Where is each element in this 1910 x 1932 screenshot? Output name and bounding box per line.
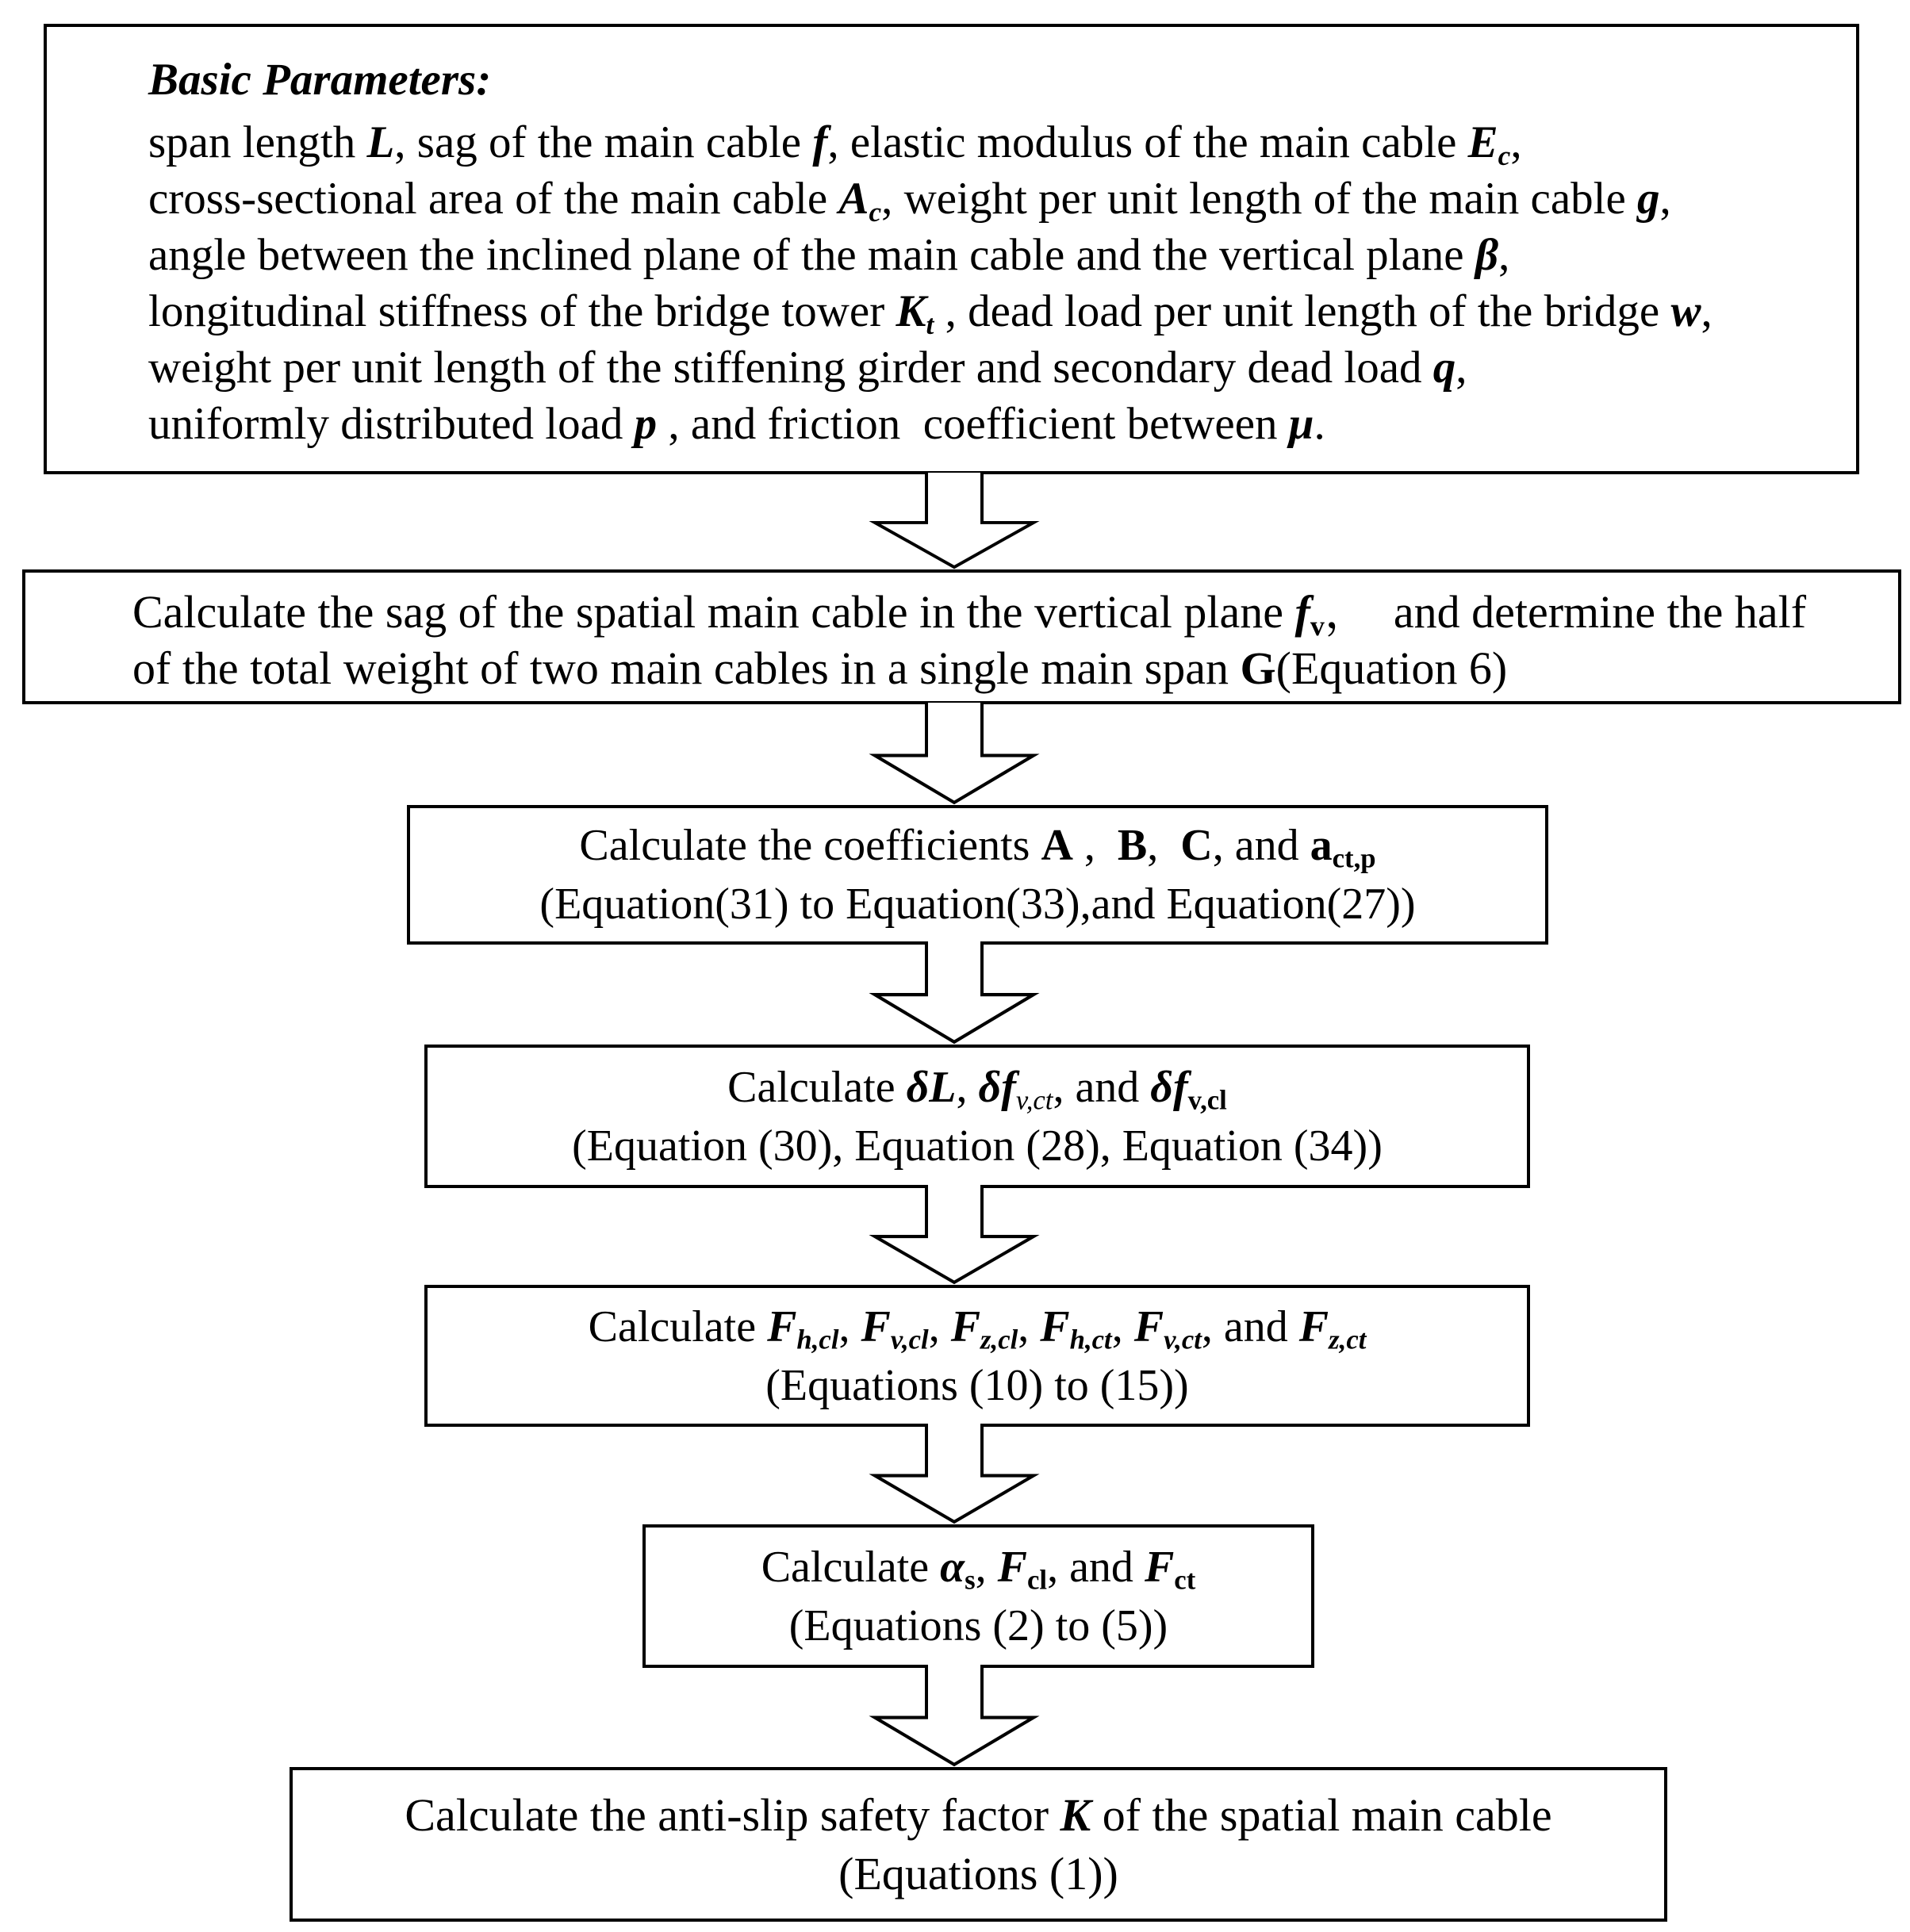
down-arrow-icon (867, 1185, 1041, 1285)
text-segment: Calculate the sag of the spatial main cable in the vertical plane (132, 586, 1295, 638)
text-segment: ， and determine the half (1324, 586, 1807, 638)
text-segment: of the total weight of two main cables in a single main span (132, 642, 1241, 694)
text-segment: , (1510, 117, 1522, 167)
text-segment: δf (978, 1062, 1016, 1112)
subscript-text: v,ct (1015, 1084, 1053, 1116)
text-segment: G (1240, 642, 1276, 694)
subscript-text: c (869, 196, 882, 228)
text-segment: , (838, 1301, 861, 1351)
text-segment: cross-sectional area of the main cable (148, 174, 839, 224)
text-segment: δL (906, 1062, 957, 1112)
text-segment: , and friction coefficient between (668, 399, 1289, 449)
subscript-text: h,ct (1069, 1324, 1112, 1355)
text-segment: (Equations (10) to (15)) (765, 1360, 1189, 1410)
down-arrow-icon (867, 1424, 1041, 1524)
text-segment: , and (1053, 1062, 1151, 1112)
subscript-text: z,ct (1329, 1324, 1367, 1355)
subscript-text: v,cl (1187, 1084, 1227, 1116)
subscript-text: ct (1174, 1564, 1196, 1596)
text-segment: , (1072, 821, 1118, 870)
text-segment: C (1180, 821, 1213, 870)
text-segment: , and (1201, 1301, 1299, 1351)
text-segment: , (1659, 174, 1671, 224)
subscript-text: t (926, 309, 934, 340)
text-segment: (Equations (1)) (838, 1847, 1118, 1899)
text-segment: , weight per unit length of the main cable (881, 174, 1638, 224)
text-segment: F (767, 1301, 797, 1351)
text-line (132, 640, 1882, 696)
text-segment: , (975, 1542, 998, 1592)
text-segment: , (1701, 286, 1712, 336)
flow-box-safety-factor (290, 1767, 1667, 1922)
text-line (148, 171, 1832, 227)
text-segment: , (928, 1301, 951, 1351)
text-segment: L (366, 117, 395, 167)
text-line (789, 1597, 1168, 1655)
text-line (148, 227, 1832, 283)
text-line (838, 1845, 1118, 1903)
text-line (589, 1298, 1367, 1356)
text-segment: span length (148, 117, 367, 167)
text-segment: Calculate (727, 1062, 907, 1112)
down-arrow-icon (867, 703, 1041, 805)
text-segment: F (997, 1542, 1028, 1592)
flow-box-alpha-forces (642, 1524, 1314, 1668)
text-segment: weight per unit length of the stiffening girder and secondary dead load (148, 343, 1433, 393)
text-segment: f (812, 117, 828, 167)
text-line (765, 1356, 1188, 1415)
text-segment: , elastic modulus of the main cable (827, 117, 1468, 167)
text-segment: F (950, 1301, 981, 1351)
text-segment: (Equations (2) to (5)) (788, 1600, 1168, 1650)
text-segment: F (1298, 1301, 1329, 1351)
down-arrow-icon (867, 473, 1041, 569)
text-segment: p (634, 399, 669, 449)
text-segment: f (1294, 586, 1310, 638)
down-arrow-icon (867, 941, 1041, 1045)
subscript-text: ct,p (1332, 842, 1376, 874)
flow-box-sag-and-weight (22, 569, 1901, 704)
text-segment: , (1456, 343, 1467, 393)
text-segment: β (1475, 230, 1499, 280)
text-segment: K (1060, 1788, 1091, 1841)
subscript-text: v,cl (890, 1324, 929, 1355)
text-segment: g (1637, 174, 1660, 224)
text-segment: , (1147, 821, 1181, 870)
text-segment: Calculate the coefficients (579, 821, 1041, 870)
text-segment: uniformly distributed load (148, 399, 635, 449)
text-segment: , dead load per unit length of the bridge (934, 286, 1671, 336)
text-segment: a (1310, 821, 1333, 870)
text-line (148, 339, 1832, 396)
text-segment: , (1498, 230, 1510, 280)
text-segment: longitudinal stiffness of the bridge tower (148, 286, 896, 336)
text-segment: F (1144, 1542, 1175, 1592)
down-arrow-icon (867, 1665, 1041, 1767)
text-segment: of the spatial main cable (1091, 1788, 1552, 1841)
text-segment: , sag of the main cable (394, 117, 813, 167)
text-segment: α (940, 1542, 965, 1592)
subscript-text: v (1310, 610, 1325, 642)
subscript-text: z,cl (980, 1324, 1018, 1355)
text-segment: q (1432, 343, 1456, 393)
subscript-text: cl (1027, 1564, 1048, 1596)
text-line (761, 1538, 1196, 1597)
text-segment: , and (1212, 821, 1310, 870)
text-segment: angle between the inclined plane of the main cable and the vertical plane (148, 230, 1475, 280)
subscript-text: c (1498, 140, 1511, 171)
subscript-text: v,ct (1164, 1324, 1202, 1355)
text-line (579, 816, 1375, 875)
text-segment: (Equation (30), Equation (28), Equation (34)) (572, 1121, 1383, 1171)
text-segment: (Equation(31) to Equation(33),and Equation(27)) (539, 880, 1416, 929)
text-line (405, 1786, 1551, 1845)
text-segment: , (956, 1062, 979, 1112)
text-segment: . (1314, 399, 1325, 449)
text-line (132, 584, 1882, 640)
text-segment: K (896, 286, 926, 336)
flow-box-deltas (424, 1045, 1530, 1188)
text-line (539, 875, 1415, 933)
text-segment: , and (1047, 1542, 1145, 1592)
text-segment: A (1041, 821, 1073, 870)
subscript-text: h,cl (796, 1324, 839, 1355)
text-segment: B (1117, 821, 1148, 870)
text-line (572, 1117, 1383, 1175)
text-segment: E (1467, 117, 1498, 167)
text-segment: , (1018, 1301, 1041, 1351)
text-segment: μ (1288, 399, 1314, 449)
text-segment: Calculate the anti-slip safety factor (405, 1788, 1060, 1841)
text-line (148, 46, 1832, 114)
text-segment: w (1670, 286, 1701, 336)
text-line (148, 114, 1832, 171)
flow-box-force-components (424, 1285, 1530, 1427)
subscript-text: s (965, 1564, 976, 1596)
text-segment: F (861, 1301, 891, 1351)
text-segment: Calculate (761, 1542, 941, 1592)
text-line (148, 283, 1832, 339)
flow-box-coefficients (407, 805, 1548, 945)
text-segment: A (838, 174, 869, 224)
text-line (727, 1058, 1227, 1117)
flow-box-basic-parameters (44, 24, 1859, 474)
text-segment: Calculate (588, 1301, 768, 1351)
text-segment: , (1111, 1301, 1134, 1351)
text-segment: (Equation 6) (1275, 642, 1508, 694)
text-line (148, 396, 1832, 452)
text-segment: δf (1150, 1062, 1188, 1112)
text-segment: F (1040, 1301, 1070, 1351)
text-segment: Basic Parameters: (148, 55, 492, 105)
text-segment: F (1133, 1301, 1164, 1351)
